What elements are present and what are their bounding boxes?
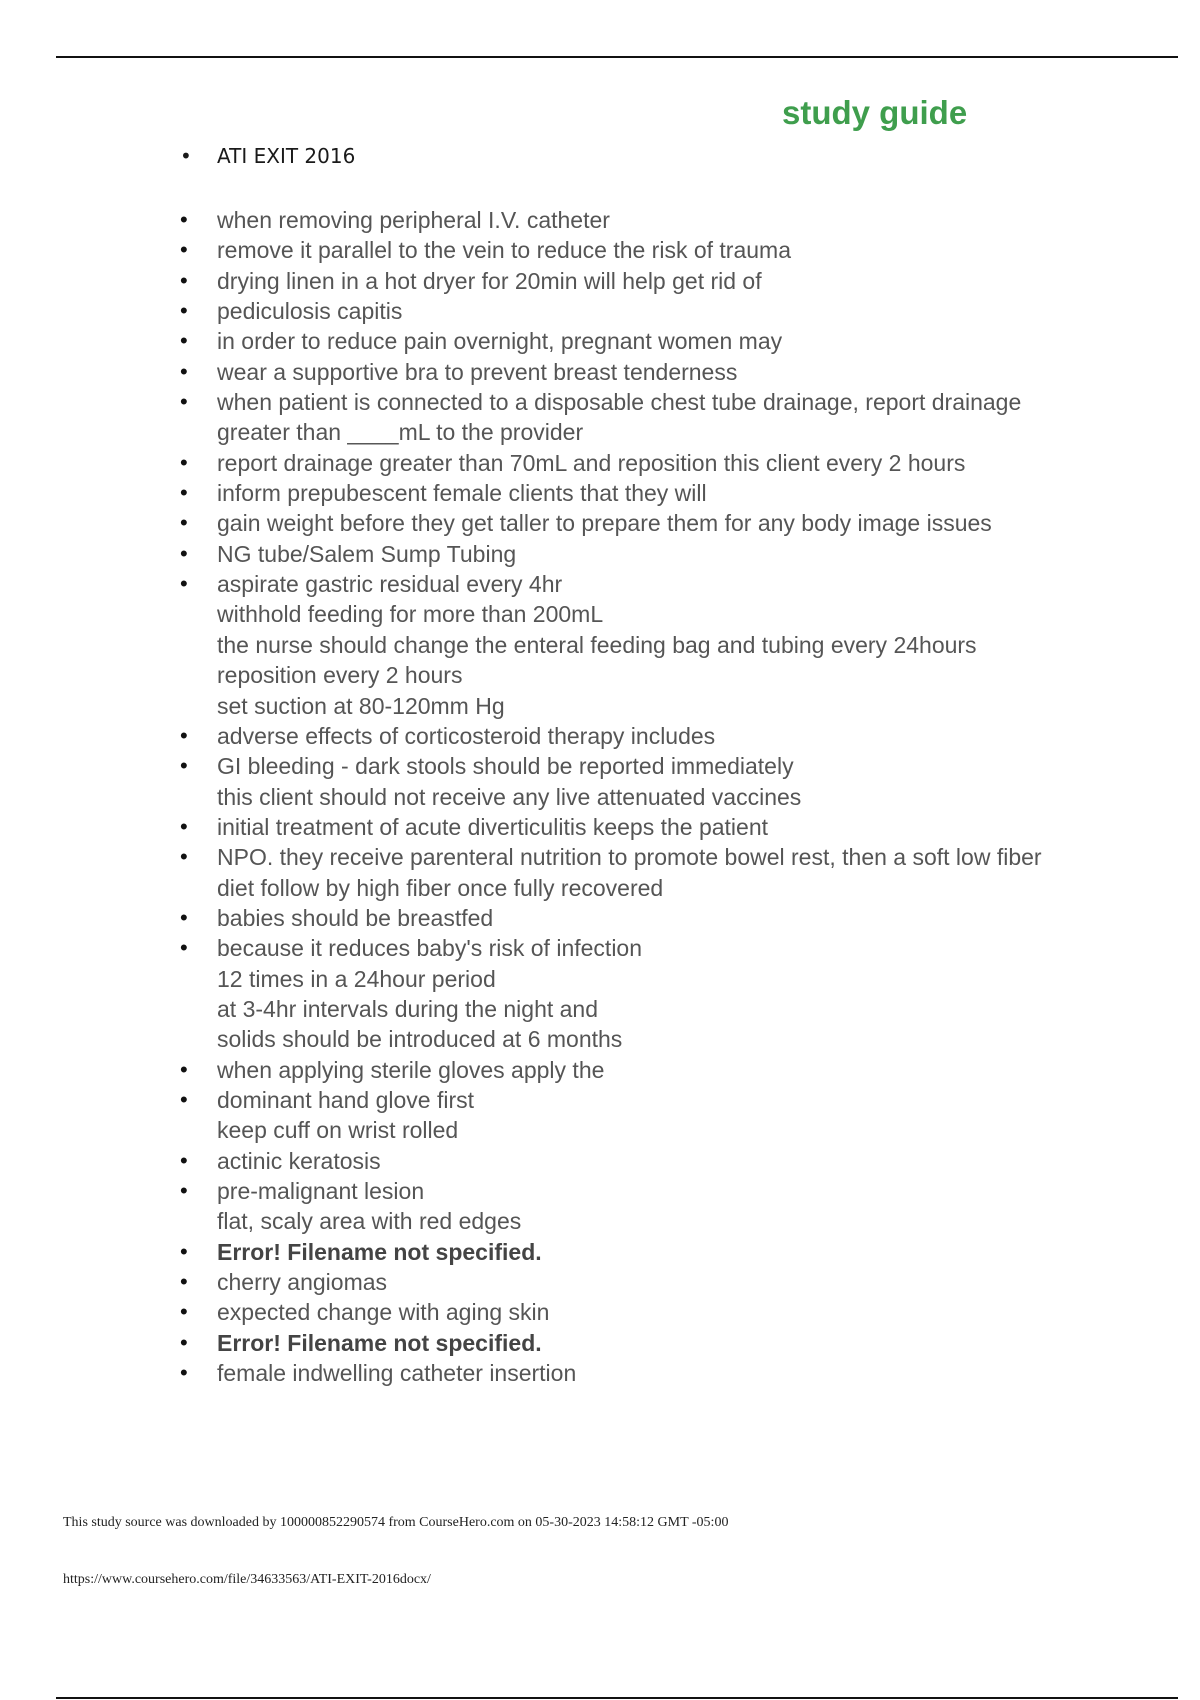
list-item bbox=[180, 842, 1130, 903]
list-item-text: dominant hand glove first bbox=[217, 1086, 474, 1113]
list-item bbox=[180, 1085, 1130, 1146]
list-item-text: drying linen in a hot dryer for 20min will help get rid of bbox=[217, 267, 762, 294]
list-item bbox=[180, 1358, 1130, 1388]
bullet: • bbox=[180, 237, 188, 263]
bullet: • bbox=[180, 571, 188, 597]
list-item bbox=[180, 448, 1130, 478]
bullet: • bbox=[180, 298, 188, 324]
source-notice: This study source was downloaded by 100000852290574 from CourseHero.com on 05-30-2023 14:58:12 GMT -05:00 bbox=[63, 1515, 729, 1530]
list-item-text: actinic keratosis bbox=[217, 1147, 381, 1174]
list-item bbox=[180, 1176, 1130, 1237]
top-rule bbox=[56, 56, 1178, 58]
bullet: • bbox=[180, 1086, 188, 1112]
bullet: • bbox=[180, 753, 188, 779]
list-item-text: diet follow by high fiber once fully recovered bbox=[217, 874, 664, 901]
list-item-text: when removing peripheral I.V. catheter bbox=[217, 207, 610, 233]
list-item-text: aspirate gastric residual every 4hr bbox=[217, 571, 563, 598]
list-item-text: gain weight before they get taller to prepare them for any body image issues bbox=[217, 510, 992, 537]
list-item-text: at 3-4hr intervals during the night and bbox=[217, 995, 599, 1022]
list-item-text: pre-malignant lesion bbox=[217, 1178, 425, 1204]
list-item-text: pediculosis capitis bbox=[217, 298, 403, 325]
list-item-text: greater than ____mL to the provider bbox=[217, 419, 584, 446]
list-item bbox=[180, 1328, 1130, 1358]
list-item bbox=[180, 478, 1130, 508]
source-url: https://www.coursehero.com/file/34633563/ATI-EXIT-2016docx/ bbox=[63, 1572, 431, 1587]
list-item bbox=[180, 751, 1130, 812]
bullet: • bbox=[180, 1329, 188, 1355]
list-item bbox=[180, 539, 1130, 569]
list-item-text: adverse effects of corticosteroid therapy includes bbox=[217, 722, 716, 749]
list-item-text: inform prepubescent female clients that they will bbox=[217, 480, 707, 507]
list-item-text: flat, scaly area with red edges bbox=[217, 1208, 522, 1235]
list-item bbox=[180, 903, 1130, 933]
list-item-text: NG tube/Salem Sump Tubing bbox=[217, 540, 517, 567]
bullet: • bbox=[180, 267, 188, 293]
list-item-text: expected change with aging skin bbox=[217, 1299, 550, 1326]
list-item-text: when applying sterile gloves apply the bbox=[217, 1056, 605, 1083]
list-item bbox=[180, 1237, 1130, 1267]
list-item-text: solids should be introduced at 6 months bbox=[217, 1026, 623, 1053]
list-item bbox=[180, 812, 1130, 842]
list-item-text: reposition every 2 hours bbox=[217, 662, 463, 689]
bullet-list bbox=[180, 205, 1130, 1388]
list-item bbox=[180, 721, 1130, 751]
bullet: • bbox=[180, 1238, 188, 1264]
bullet: • bbox=[180, 328, 188, 354]
list-item bbox=[180, 235, 1130, 265]
bullet: • bbox=[180, 510, 188, 536]
bullet: • bbox=[180, 207, 188, 232]
list-item bbox=[180, 296, 1130, 326]
list-item bbox=[180, 266, 1130, 296]
list-item-text: Error! Filename not specified. bbox=[217, 1238, 542, 1265]
bullet: • bbox=[180, 904, 188, 930]
list-item bbox=[180, 1297, 1130, 1327]
bullet: • bbox=[180, 722, 188, 748]
list-item-text: in order to reduce pain overnight, pregnant women may bbox=[217, 328, 783, 355]
list-item-text: babies should be breastfed bbox=[217, 904, 494, 931]
list-item-text: Error! Filename not specified. bbox=[217, 1329, 542, 1356]
bullet: • bbox=[180, 540, 188, 566]
bullet: • bbox=[180, 144, 192, 168]
bullet: • bbox=[180, 813, 188, 839]
list-item-text: the nurse should change the enteral feeding bag and tubing every 24hours bbox=[217, 631, 977, 658]
bullet: • bbox=[180, 935, 188, 961]
list-item-text: report drainage greater than 70mL and reposition this client every 2 hours bbox=[217, 449, 966, 476]
list-item-text: withhold feeding for more than 200mL bbox=[217, 601, 604, 628]
list-item-text: 12 times in a 24hour period bbox=[217, 965, 496, 992]
bullet: • bbox=[180, 449, 188, 475]
bullet: • bbox=[180, 844, 188, 870]
bullet: • bbox=[180, 1360, 188, 1386]
bullet: • bbox=[180, 1269, 188, 1295]
list-item bbox=[180, 1146, 1130, 1176]
list-item-text: this client should not receive any live attenuated vaccines bbox=[217, 783, 802, 810]
list-item-text: wear a supportive bra to prevent breast tenderness bbox=[217, 358, 738, 385]
list-item-text: when patient is connected to a disposable chest tube drainage, report drainage bbox=[217, 389, 1022, 416]
list-item-text: initial treatment of acute diverticulitis keeps the patient bbox=[217, 813, 769, 840]
list-item-text: remove it parallel to the vein to reduce the risk of trauma bbox=[217, 237, 792, 264]
list-item bbox=[180, 326, 1130, 356]
list-item bbox=[180, 508, 1130, 538]
list-item-text: GI bleeding - dark stools should be reported immediately bbox=[217, 753, 794, 780]
list-item-text: set suction at 80-120mm Hg bbox=[217, 692, 505, 719]
bullet: • bbox=[180, 389, 188, 415]
bullet: • bbox=[180, 480, 188, 506]
bullet: • bbox=[180, 358, 188, 384]
bullet: • bbox=[180, 1147, 188, 1173]
list-item bbox=[180, 205, 1130, 235]
list-item-text: ATI EXIT 2016 bbox=[217, 144, 356, 168]
list-item-text: NPO. they receive parenteral nutrition to promote bowel rest, then a soft low fiber bbox=[217, 844, 1042, 871]
bullet: • bbox=[180, 1056, 188, 1082]
list-item-text: because it reduces baby's risk of infection bbox=[217, 935, 643, 962]
list-item bbox=[180, 569, 1130, 721]
list-item bbox=[180, 1055, 1130, 1085]
page-title: study guide bbox=[782, 94, 968, 131]
list-item bbox=[180, 357, 1130, 387]
list-item bbox=[180, 933, 1130, 1054]
list-item-text: female indwelling catheter insertion bbox=[217, 1360, 577, 1387]
list-item bbox=[180, 1267, 1130, 1297]
bullet: • bbox=[180, 1178, 188, 1203]
list-item-text: cherry angiomas bbox=[217, 1269, 388, 1296]
bullet: • bbox=[180, 1299, 188, 1325]
list-item-text: keep cuff on wrist rolled bbox=[217, 1117, 459, 1144]
bottom-rule bbox=[56, 1697, 1178, 1699]
list-item bbox=[180, 387, 1130, 448]
